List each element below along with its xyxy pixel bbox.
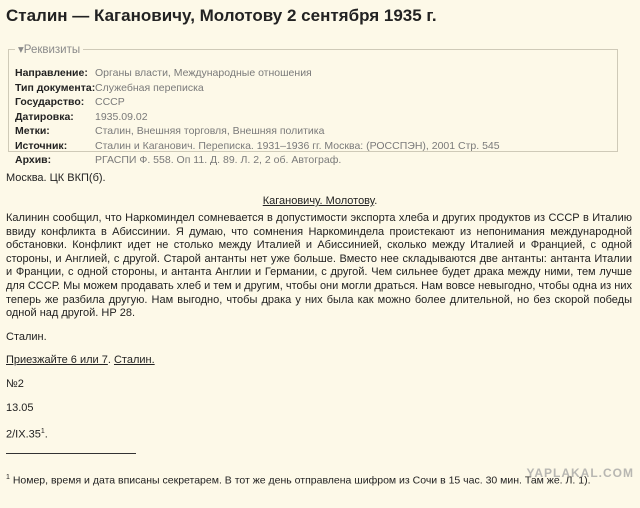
requisite-key: Датировка:: [15, 110, 74, 123]
requisites-box: [8, 42, 618, 166]
document-addressees: Кагановичу. Молотову.: [262, 195, 378, 207]
requisite-link[interactable]: Органы власти, Международные отношения: [95, 67, 312, 79]
document-number: №2: [6, 378, 24, 390]
footnote: $^1$ Номер, время и дата вписаны секретарем. В тот же день отправлена шифром из Сочи в 15 час. 30 мин. Там же. Л. 1).: [6, 474, 591, 487]
requisite-key: Направление:: [15, 67, 88, 79]
requisite-key: Государство:: [15, 96, 85, 108]
requisite-tags: [15, 125, 615, 140]
requisite-link[interactable]: Сталин, Внешняя торговля, Внешняя политика: [95, 125, 325, 137]
requisite-source: [15, 140, 615, 155]
footnote-ref[interactable]: 1: [40, 428, 45, 435]
requisite-value: 1935.09.02: [95, 110, 148, 123]
requisite-direction: [15, 67, 615, 82]
requisite-key: Метки:: [15, 125, 50, 137]
handwritten-note: Приезжайте 6 или 7. Сталин.: [6, 354, 155, 366]
requisite-archive: [15, 154, 615, 169]
requisites-legend[interactable]: ▾Реквизиты: [18, 44, 81, 56]
requisite-key: Архив:: [15, 154, 52, 166]
requisite-state: [15, 96, 615, 111]
footnote-divider: [6, 453, 136, 454]
document-signature: Сталин.: [6, 331, 47, 343]
document-date: $2/IX.35^1$.: [6, 428, 48, 441]
requisite-key: Источник:: [15, 139, 68, 152]
requisite-doc-type: [15, 82, 615, 97]
requisite-link[interactable]: Служебная переписка: [95, 81, 204, 94]
page-title: Сталин — Кагановичу, Молотову 2 сентября 1935 г.: [6, 6, 437, 25]
requisite-value: РГАСПИ Ф. 558. Оп 11. Д. 89. Л. 2, 2 об. Автограф.: [95, 154, 342, 166]
document-time: 13.05: [6, 402, 34, 414]
requisite-key: Тип документа:: [15, 81, 96, 94]
document-body: Калинин сообщил, что Наркоминдел сомневается в допустимости экспорта хлеба и других продуктов из СССР в Италию ввиду конфликта в Абиссинии. Я думаю, что сомнения Наркоминдела проистекают из непонимания международной обстановки. Конфликт идет не столько между Италией и Абиссинией, сколько между Италией и Францией, с одной стороны, и Англией, с другой. Старой антанты нет уже больше. Вместо нее складываются две антанты: антанта Италии и Франции, с одной стороны, и антанта Англии и Германии, с другой. Чем сильнее будет драка между ними, тем лучше для СССР. Мы можем продавать хлеб и тем и другим, чтобы они могли драться. Нам вовсе невыгодно, чтобы одна из них теперь же разбила другую. Нам выгодно, чтобы драка у них была как можно более длительной, но без скорой победы одной над другой. НР 28.: [6, 212, 632, 320]
requisites-list: [15, 67, 615, 169]
watermark: YAPLAKAL.COM: [526, 466, 634, 480]
requisite-dating: [15, 111, 615, 126]
requisite-link[interactable]: СССР: [95, 96, 125, 108]
document-place: Москва. ЦК ВКП(б).: [6, 172, 106, 184]
requisite-value: Сталин и Каганович. Переписка. 1931–1936 гг. Москва: (РОССПЭН), 2001 Стр. 545: [95, 139, 500, 152]
